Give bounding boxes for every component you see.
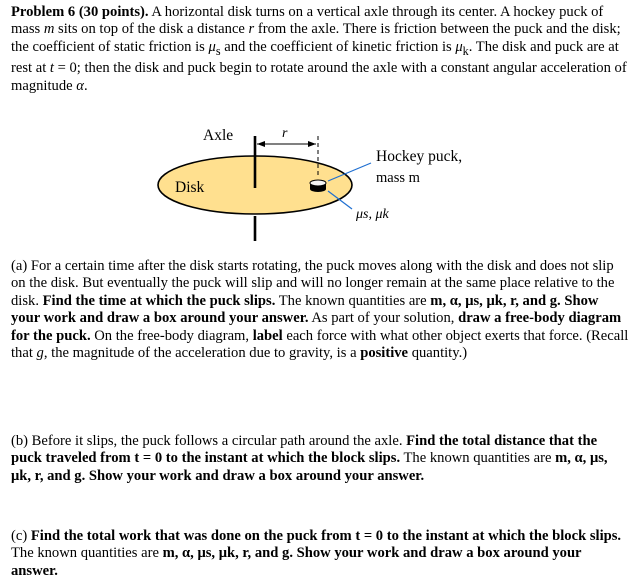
- disk-figure: [0, 122, 634, 252]
- part-c: (c) Find the total work that was done on the puck from t = 0 to the instant at which the block slips. The known quantities are m, α, μs, μk, r, and g. Show your work and draw a box around your answer.: [11, 528, 622, 579]
- part-a: (a) For a certain time after the disk starts rotating, the puck moves along with the disk and does not slip on the disk. But eventually the puck will slip and will no longer remain at the same place relative to the disk. Find the time at which the puck slips. The known quantities are m, α, μs, μk, r, and g. Show your work and draw a box around your answer. As part of your solution, draw a free-body diagram for the puck. On the free-body diagram, label each force with what other object exerts that force. (Recall that g, the magnitude of the acceleration due to gravity, is a positive quantity.): [11, 258, 629, 362]
- problem-heading: Problem 6 (30 points).: [11, 4, 149, 20]
- mass-label: mass m: [376, 170, 420, 186]
- r-arrowhead-left: [257, 141, 265, 147]
- puck-top: [310, 180, 326, 186]
- problem-intro: Problem 6 (30 points). A horizontal disk turns on a vertical axle through its center. A hockey puck of mass m sits on top of the disk a distance r from the axle. There is friction between the puck and the disk; the coefficient of static friction is $\mu_s$ and the coefficient of kinetic friction is $\mu_k$. The disk and puck are at rest at t = 0; then the disk and puck begin to rotate around the axle with a constant angular acceleration of magnitude α.: [11, 4, 627, 94]
- part-b: (b) Before it slips, the puck follows a circular path around the axle. Find the total distance that the puck traveled from t = 0 to the instant at which the block slips. The known quantities are m, α, μs, μk, r, and g. Show your work and draw a box around your answer.: [11, 433, 608, 484]
- r-label: r: [282, 126, 288, 141]
- friction-coefficients-label: μs, μk: [356, 207, 389, 222]
- axle-label: Axle: [203, 127, 234, 144]
- hockey-puck-label: Hockey puck,: [376, 148, 463, 165]
- r-arrowhead-right: [308, 141, 316, 147]
- disk-diagram: [0, 122, 634, 252]
- disk-label: Disk: [175, 179, 205, 196]
